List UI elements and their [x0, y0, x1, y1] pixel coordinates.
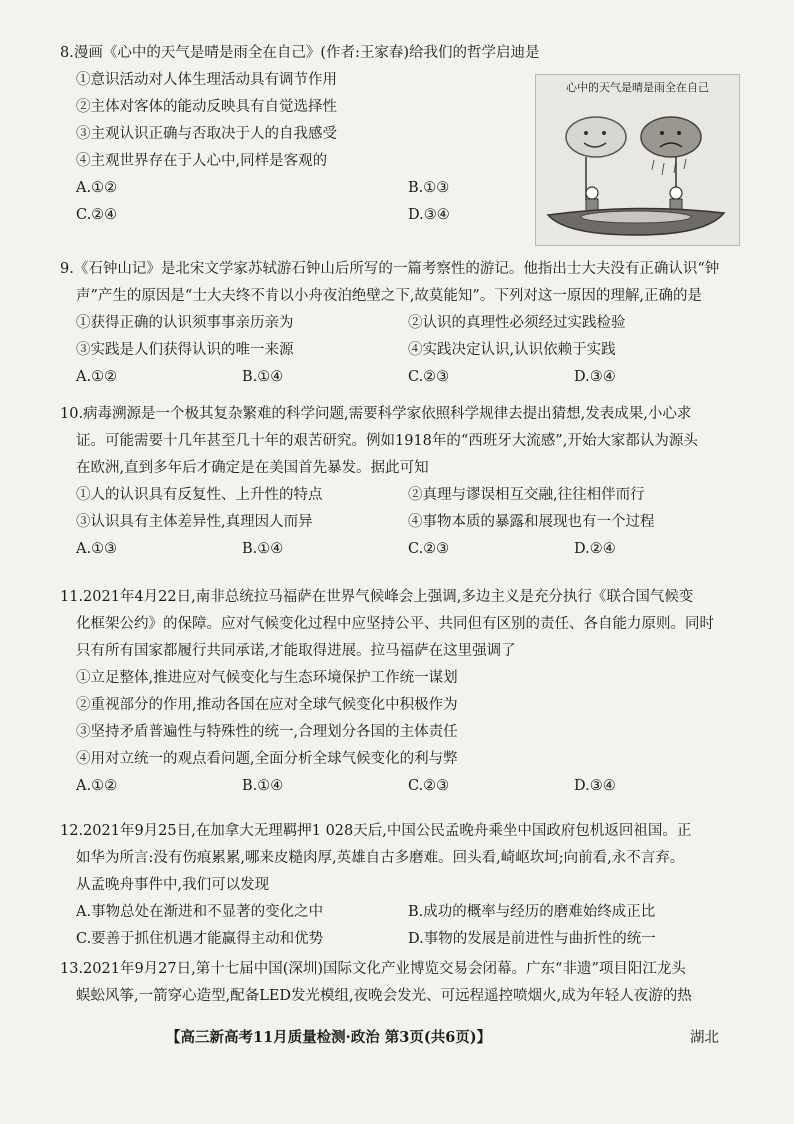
footer-region: 湖北 — [690, 1030, 719, 1046]
question-12-stem: 如华为所言:没有伤痕累累,哪来皮糙肉厚,英雄自古多磨难。回头看,崎岖坎坷;向前看,永不言弃。 — [76, 850, 685, 866]
option-item: ②重视部分的作用,推动各国在应对全球气候变化中积极作为 — [76, 697, 458, 713]
question-13 — [60, 956, 740, 1010]
answer-b: B.①④ — [242, 541, 284, 557]
answer-row — [60, 536, 740, 563]
option-item: ②认识的真理性必须经过实践检验 — [408, 315, 626, 331]
answer-a: A.事物总处在渐进和不显著的变化之中 — [76, 904, 324, 920]
question-10 — [60, 401, 740, 563]
question-10-stem: 证。可能需要十几年甚至几十年的艰苦研究。例如1918年的“西班牙大流感”,开始大家都认为源头 — [76, 433, 698, 449]
answer-d: D.③④ — [574, 369, 616, 385]
answer-a: A.①② — [76, 180, 118, 196]
question-13-stem: 蜈蚣风筝,一箭穿心造型,配备LED发光模组,夜晚会发光、可远程遥控喷烟火,成为年轻人夜游的热 — [76, 988, 692, 1004]
option-item: ②主体对客体的能动反映具有自觉选择性 — [76, 99, 337, 115]
option-item: ④实践决定认识,认识依赖于实践 — [408, 342, 616, 358]
answer-a: A.①② — [76, 778, 118, 794]
cartoon-title: 心中的天气是晴是雨全在自己 — [566, 81, 709, 94]
answer-row — [60, 926, 740, 953]
item-row — [60, 310, 740, 337]
option-item: ④事物本质的暴露和展现也有一个过程 — [408, 514, 655, 530]
answer-d: D.②④ — [574, 541, 616, 557]
option-item: ②真理与谬误相互交融,往往相伴而行 — [408, 487, 645, 503]
option-item: ①获得正确的认识须事事亲历亲为 — [76, 315, 294, 331]
question-11-stem: 只有所有国家都履行共同承诺,才能取得进展。拉马福萨在这里强调了 — [76, 643, 516, 659]
answer-c: C.②③ — [408, 369, 450, 385]
answer-b: B.成功的概率与经历的磨难始终成正比 — [408, 904, 656, 920]
option-item: ④主观世界存在于人心中,同样是客观的 — [76, 153, 328, 169]
question-11 — [60, 584, 740, 800]
option-item: ③实践是人们获得认识的唯一来源 — [76, 342, 294, 358]
question-12-stem: 从孟晚舟事件中,我们可以发现 — [76, 877, 270, 893]
question-11-stem: 化框架公约》的保障。应对气候变化过程中应坚持公平、共同但有区别的责任、各自能力原则。同时 — [76, 616, 714, 632]
answer-c: C.②③ — [408, 541, 450, 557]
cartoon-drawing — [536, 75, 739, 245]
item-row — [60, 337, 740, 364]
question-12-stem: 12.2021年9月25日,在加拿大无理羁押1 028天后,中国公民孟晚舟乘坐中国政府包机返回祖国。正 — [60, 823, 692, 839]
answer-row — [60, 773, 740, 800]
question-9-stem: 声”产生的原因是“士大夫终不肯以小舟夜泊绝壁之下,故莫能知”。下列对这一原因的理解,正确的是 — [76, 288, 702, 304]
page-footer: 【高三新高考11月质量检测·政治 第3页(共6页)】 — [166, 1029, 492, 1046]
option-item: ③认识具有主体差异性,真理因人而异 — [76, 514, 313, 530]
question-10-stem: 10.病毒溯源是一个极其复杂繁难的科学问题,需要科学家依照科学规律去提出猜想,发表成果,小心求 — [60, 406, 692, 422]
answer-d: D.事物的发展是前进性与曲折性的统一 — [408, 931, 656, 947]
answer-a: A.①② — [76, 369, 118, 385]
question-10-stem: 在欧洲,直到多年后才确定是在美国首先暴发。据此可知 — [76, 460, 429, 476]
question-9 — [60, 256, 740, 391]
answer-d: D.③④ — [408, 207, 450, 223]
question-11-stem: 11.2021年4月22日,南非总统拉马福萨在世界气候峰会上强调,多边主义是充分执行《联合国气候变 — [60, 589, 694, 605]
answer-a: A.①③ — [76, 541, 118, 557]
answer-b: B.①④ — [242, 778, 284, 794]
question-12 — [60, 818, 740, 953]
answer-c: C.②④ — [76, 207, 118, 223]
option-item: ④用对立统一的观点看问题,全面分析全球气候变化的利与弊 — [76, 751, 458, 767]
item-row — [60, 482, 740, 509]
answer-c: C.要善于抓住机遇才能赢得主动和优势 — [76, 931, 324, 947]
answer-d: D.③④ — [574, 778, 616, 794]
question-13-stem: 13.2021年9月27日,第十七届中国(深圳)国际文化产业博览交易会闭幕。广东“非遗”项目阳江龙头 — [60, 961, 686, 977]
answer-b: B.①④ — [242, 369, 284, 385]
option-item: ③主观认识正确与否取决于人的自我感受 — [76, 126, 337, 142]
option-item: ①立足整体,推进应对气候变化与生态环境保护工作统一谋划 — [76, 670, 458, 686]
question-9-stem: 9.《石钟山记》是北宋文学家苏轼游石钟山后所写的一篇考察性的游记。他指出士大夫没有正确认识“钟 — [60, 261, 720, 277]
option-item: ③坚持矛盾普遍性与特殊性的统一,合理划分各国的主体责任 — [76, 724, 458, 740]
question-8-stem: 8.漫画《心中的天气是晴是雨全在自己》(作者:王家春)给我们的哲学启迪是 — [60, 45, 540, 61]
answer-row — [60, 899, 740, 926]
answer-row — [60, 364, 740, 391]
answer-c: C.②③ — [408, 778, 450, 794]
answer-b: B.①③ — [408, 180, 450, 196]
item-row — [60, 509, 740, 536]
option-item: ①意识活动对人体生理活动具有调节作用 — [76, 72, 337, 88]
cartoon-illustration — [535, 74, 740, 246]
option-item: ①人的认识具有反复性、上升性的特点 — [76, 487, 323, 503]
